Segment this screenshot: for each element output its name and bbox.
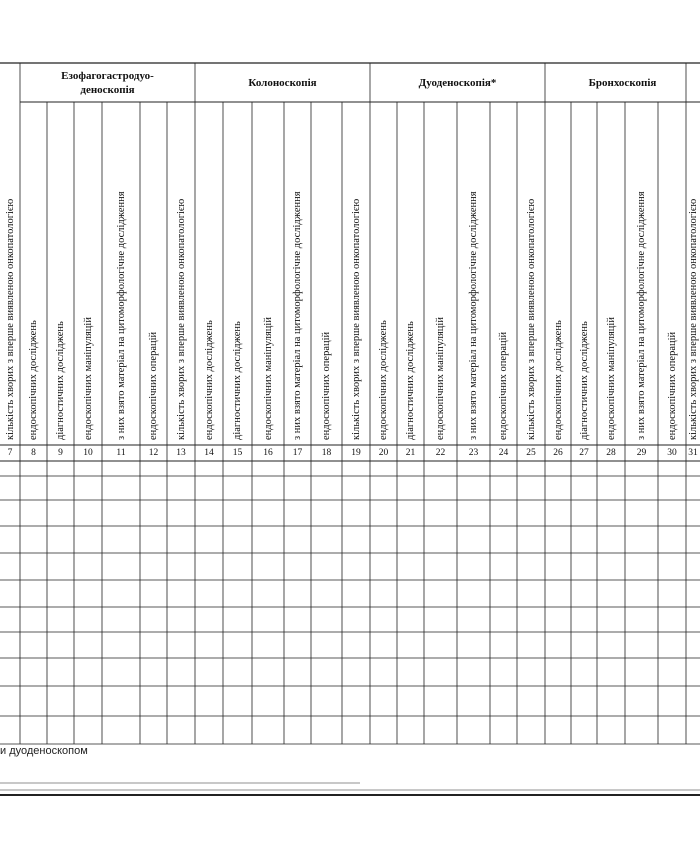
column-header-label: кількість хворих з вперше виявленою онкопатологією: [4, 198, 16, 440]
column-number: 19: [351, 448, 361, 458]
column-number: 30: [667, 448, 677, 458]
column-header-24: [490, 107, 517, 440]
column-header-label: ендоскопічних маніпуляцій: [605, 317, 617, 440]
column-header-11: [102, 107, 140, 440]
column-number: 8: [31, 448, 36, 458]
column-header-label: діагностичних досліджень: [232, 321, 243, 440]
column-header-9: [47, 107, 74, 440]
column-header-label: ендоскопічних досліджень: [28, 320, 39, 440]
column-number: 31: [688, 448, 698, 458]
column-header-30: [658, 107, 686, 440]
group-title-duodeno: Дуоденоскопія*: [418, 76, 497, 89]
column-header-15: [223, 107, 252, 440]
column-header-25: [517, 107, 545, 440]
column-number: 9: [58, 448, 63, 458]
column-header-17: [284, 107, 311, 440]
column-header-19: [342, 107, 370, 440]
column-header-10: [74, 107, 102, 440]
column-number: 26: [553, 448, 563, 458]
column-number: 10: [83, 448, 93, 458]
column-header-16: [252, 107, 284, 440]
column-header-20: [370, 107, 397, 440]
column-header-label: діагностичних досліджень: [405, 321, 416, 440]
column-header-label: ендоскопічних операцій: [666, 331, 678, 440]
column-number: 15: [232, 448, 243, 458]
group-title-kolono: Колоноскопія: [248, 76, 317, 89]
column-number: 16: [263, 448, 273, 458]
column-header-31: [686, 107, 700, 440]
group-title-broncho: Бронхоскопія: [588, 76, 657, 89]
column-number: 14: [204, 448, 214, 458]
column-header-27: [571, 107, 597, 440]
column-header-label: ендоскопічних маніпуляцій: [435, 317, 446, 440]
column-header-label: ендоскопічних операцій: [321, 331, 332, 440]
column-number: 11: [116, 448, 126, 458]
column-header-label: кількість хворих з вперше виявленою онкопатологією: [175, 198, 187, 440]
column-header-12: [140, 107, 167, 440]
column-number: 27: [579, 448, 589, 458]
column-number: 24: [498, 448, 509, 458]
column-number: 21: [405, 448, 416, 458]
column-header-28: [597, 107, 625, 440]
column-header-label: ендоскопічних досліджень: [378, 320, 389, 440]
column-header-label: з них взято матеріал на цитоморфологічне дослідження: [468, 191, 479, 440]
column-header-label: ендоскопічних маніпуляцій: [82, 317, 94, 440]
column-header-label: діагностичних досліджень: [55, 321, 66, 440]
column-header-7: [0, 107, 20, 440]
column-number: 28: [606, 448, 616, 458]
column-number: 29: [636, 448, 647, 458]
column-number: 18: [321, 448, 332, 458]
column-header-label: ендоскопічних досліджень: [552, 320, 564, 440]
column-header-label: кількість хворих з вперше виявленою онкопатологією: [687, 198, 699, 440]
column-number: 12: [148, 448, 159, 458]
column-header-label: ендоскопічних операцій: [498, 331, 509, 440]
column-number: 13: [176, 448, 186, 458]
column-number: 23: [468, 448, 479, 458]
column-header-label: з них взято матеріал на цитоморфологічне дослідження: [292, 191, 303, 440]
column-header-14: [195, 107, 223, 440]
column-header-29: [625, 107, 658, 440]
column-header-8: [20, 107, 47, 440]
column-header-label: кількість хворих з вперше виявленою онкопатологією: [525, 198, 537, 440]
column-header-13: [167, 107, 195, 440]
column-header-label: ендоскопічних операцій: [148, 331, 159, 440]
column-number: 17: [292, 448, 303, 458]
column-header-18: [311, 107, 342, 440]
column-header-23: [457, 107, 490, 440]
column-number: 7: [7, 448, 13, 458]
column-number: 20: [378, 448, 389, 458]
column-header-label: кількість хворих з вперше виявленою онкопатологією: [350, 198, 362, 440]
group-title-ezofago: Езофагогастродуо-деноскопія: [61, 69, 154, 96]
column-header-label: ендоскопічних маніпуляцій: [262, 317, 274, 440]
column-header-label: діагностичних досліджень: [578, 321, 590, 440]
column-header-26: [545, 107, 571, 440]
column-header-21: [397, 107, 424, 440]
column-header-label: з них взято матеріал на цитоморфологічне дослідження: [636, 191, 647, 440]
column-number: 22: [435, 448, 446, 458]
column-number: 25: [526, 448, 536, 458]
column-header-label: з них взято матеріал на цитоморфологічне дослідження: [115, 191, 127, 440]
column-header-22: [424, 107, 457, 440]
footnote-text: и дуоденоскопом: [0, 745, 88, 757]
column-header-label: ендоскопічних досліджень: [203, 320, 215, 440]
